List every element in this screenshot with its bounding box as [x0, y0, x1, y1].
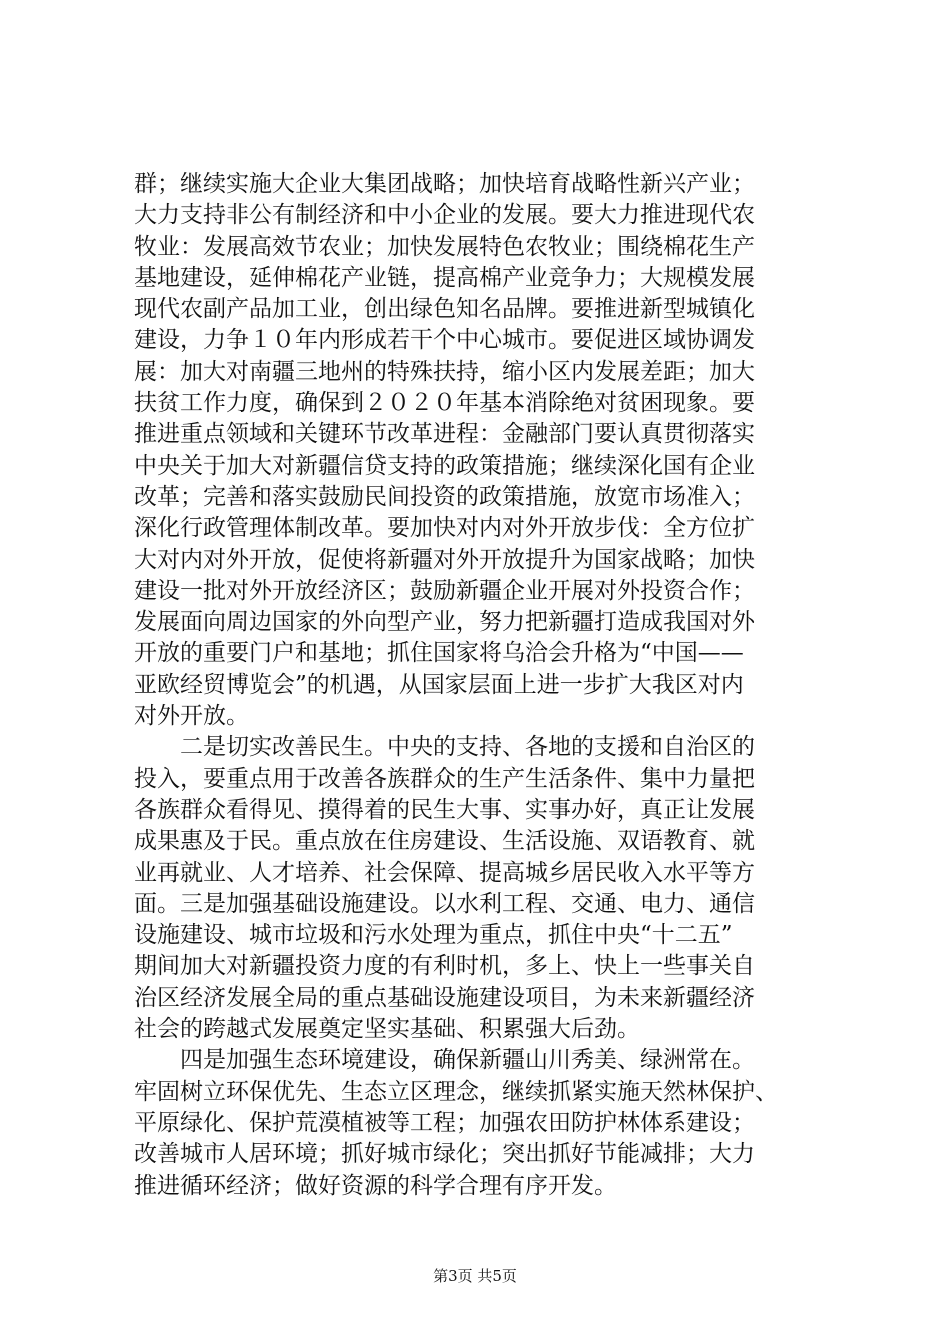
text-line: 开放的重要门户和基地；抓住国家将乌洽会升格为“中国—— — [134, 640, 744, 667]
text-line: 发展面向周边国家的外向型产业，努力把新疆打造成我国对外 — [134, 609, 755, 636]
text-line: 牧业：发展高效节农业；加快发展特色农牧业；围绕棉花生产 — [134, 233, 755, 260]
text-line: 平原绿化、保护荒漠植被等工程；加强农田防护林体系建设； — [134, 1109, 755, 1136]
text-line: 各族群众看得见、摸得着的民生大事、实事办好，真正让发展 — [134, 796, 755, 823]
text-line: 投入，要重点用于改善各族群众的生产生活条件、集中力量把 — [134, 765, 755, 792]
text-line: 深化行政管理体制改革。要加快对内对外开放步伐：全方位扩 — [134, 515, 755, 542]
text-line: 四是加强生态环境建设，确保新疆山川秀美、绿洲常在。 — [180, 1047, 755, 1074]
text-line: 社会的跨越式发展奠定坚实基础、积累强大后劲。 — [134, 1016, 640, 1043]
text-line: 推进重点领域和关键环节改革进程：金融部门要认真贯彻落实 — [134, 421, 755, 448]
text-line: 建设，力争１０年内形成若干个中心城市。要促进区域协调发 — [134, 327, 755, 354]
text-line: 展：加大对南疆三地州的特殊扶持，缩小区内发展差距；加大 — [134, 358, 755, 385]
text-line: 设施建设、城市垃圾和污水处理为重点，抓住中央“十二五” — [134, 922, 733, 949]
text-line: 推进循环经济；做好资源的科学合理有序开发。 — [134, 1172, 617, 1199]
text-line: 群；继续实施大企业大集团战略；加快培育战略性新兴产业； — [134, 171, 755, 197]
text-line: 治区经济发展全局的重点基础设施建设项目，为未来新疆经济 — [134, 984, 755, 1011]
text-line: 面。三是加强基础设施建设。以水利工程、交通、电力、通信 — [134, 890, 755, 917]
document-body — [134, 169, 834, 1202]
text-line: 基地建设，延伸棉花产业链，提高棉产业竞争力；大规模发展 — [134, 264, 755, 291]
text-line: 二是切实改善民生。中央的支持、各地的支援和自治区的 — [180, 734, 755, 761]
text-line: 扶贫工作力度，确保到２０２０年基本消除绝对贫困现象。要 — [134, 390, 755, 417]
text-line: 改革；完善和落实鼓励民间投资的政策措施，放宽市场准入； — [134, 483, 755, 510]
text-line: 亚欧经贸博览会”的机遇，从国家层面上进一步扩大我区对内 — [134, 671, 744, 698]
text-line: 对外开放。 — [134, 703, 249, 730]
text-line: 大对内对外开放，促使将新疆对外开放提升为国家战略；加快 — [134, 546, 755, 573]
text-line: 现代农副产品加工业，创出绿色知名品牌。要推进新型城镇化 — [134, 296, 755, 323]
text-line: 改善城市人居环境；抓好城市绿化；突出抓好节能减排；大力 — [134, 1141, 755, 1168]
text-line: 业再就业、人才培养、社会保障、提高城乡居民收入水平等方 — [134, 859, 755, 886]
text-line: 建设一批对外开放经济区；鼓励新疆企业开展对外投资合作； — [134, 577, 755, 604]
text-line: 期间加大对新疆投资力度的有利时机，多上、快上一些事关自 — [134, 953, 755, 980]
page-footer: 第3页 共5页 — [433, 1267, 517, 1285]
text-line: 牢固树立环保优先、生态立区理念，继续抓紧实施天然林保护、 — [134, 1078, 778, 1105]
text-line: 大力支持非公有制经济和中小企业的发展。要大力推进现代农 — [134, 202, 755, 229]
text-line: 中央关于加大对新疆信贷支持的政策措施；继续深化国有企业 — [134, 452, 755, 479]
text-line: 成果惠及于民。重点放在住房建设、生活设施、双语教育、就 — [134, 828, 755, 855]
